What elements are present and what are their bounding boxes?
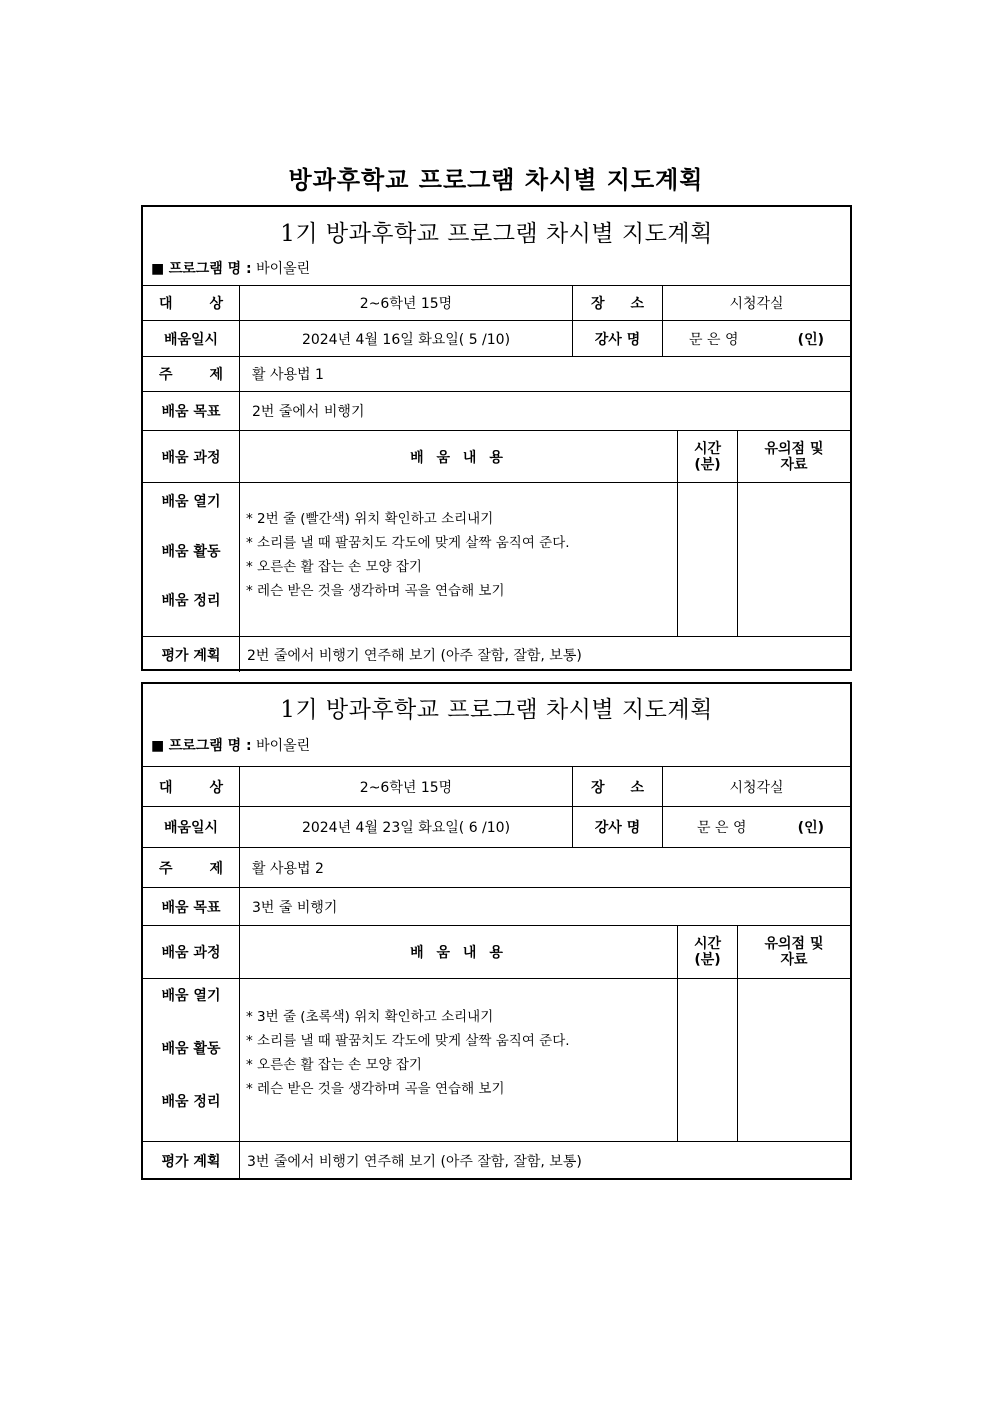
evaluation-value: 3번 줄에서 비행기 연주해 보기 (아주 잘함, 잘함, 보통) [247,1153,582,1170]
topic-label-1: 주 [159,860,173,877]
date-row [143,807,850,848]
time-header-1: 시간 [693,440,722,457]
content-item: * 3번 줄 (초록색) 위치 확인하고 소리내기 [246,1009,494,1025]
step-activity: 배움 활동 [161,1041,221,1057]
goal-row [143,888,850,926]
place-value: 시청각실 [729,296,784,312]
program-name: 바이올린 [256,261,311,277]
goal-label: 배움 목표 [143,888,240,925]
process-body-row [143,483,850,637]
content-item: * 2번 줄 (빨간색) 위치 확인하고 소리내기 [246,511,494,527]
content-item: * 오른손 활 잡는 손 모양 잡기 [246,1057,422,1073]
program-label: 프로그램 명 : [168,738,252,754]
evaluation-value: 2번 줄에서 비행기 연주해 보기 (아주 잘함, 잘함, 보통) [247,647,582,664]
target-label-1: 대 [159,779,173,796]
target-row [143,286,850,321]
note-header-2: 자료 [780,456,808,473]
place-value: 시청각실 [729,779,784,796]
program-name-line [151,258,310,278]
date-value: 2024년 4월 16일 화요일( 5 /10) [240,321,573,356]
square-bullet-icon: ■ [151,261,165,277]
content-header: 배 움 내 용 [240,431,678,482]
process-body-row [143,979,850,1142]
seal-mark: (인) [797,820,824,836]
target-value: 2~6학년 15명 [240,286,573,320]
target-row [143,767,850,807]
instructor-name: 문 은 영 [689,331,739,348]
process-header-row [143,431,850,483]
page-title: 방과후학교 프로그램 차시별 지도계획 [288,165,704,194]
date-value: 2024년 4월 23일 화요일( 6 /10) [240,807,573,847]
target-value: 2~6학년 15명 [240,767,573,806]
note-header-1: 유의점 및 [764,440,824,457]
note-header-2: 자료 [780,952,808,968]
program-label: 프로그램 명 : [168,261,252,277]
note-cell [738,979,850,1141]
note-header-1: 유의점 및 [764,936,824,952]
time-header [678,431,738,482]
time-header-2: (분) [694,456,721,473]
place-label-1: 장 [591,296,605,312]
evaluation-label: 평가 계획 [143,1142,240,1179]
time-header [678,926,738,978]
target-label [143,767,240,806]
target-label [143,286,240,320]
content-item: * 소리를 낼 때 팔꿈치도 각도에 맞게 살짝 움직여 준다. [246,1033,570,1049]
time-header-2: (분) [694,952,721,968]
content-list [240,483,678,636]
instructor-cell [663,321,850,356]
place-label-2: 소 [630,296,644,312]
topic-row [143,357,850,392]
plan-title: 1기 방과후학교 프로그램 차시별 지도계획 [280,221,713,247]
time-cell [678,979,738,1141]
topic-label-2: 제 [209,367,223,383]
plan-header [143,684,850,767]
program-name: 바이올린 [256,738,311,754]
goal-value: 3번 줄 비행기 [252,899,338,916]
note-header [738,926,850,978]
target-label-2: 상 [209,779,223,796]
goal-row [143,392,850,431]
process-label: 배움 과정 [143,926,240,978]
steps-column [143,483,240,636]
topic-value: 활 사용법 2 [252,860,324,877]
evaluation-label: 평가 계획 [143,637,240,672]
instructor-label: 강사 명 [573,321,663,356]
step-open: 배움 열기 [161,494,221,510]
place-label [573,767,663,806]
square-bullet-icon: ■ [151,738,165,754]
topic-label [143,357,240,391]
step-activity: 배움 활동 [161,543,221,560]
content-item: * 레슨 받은 것을 생각하며 곡을 연습해 보기 [246,583,505,599]
target-label-1: 대 [159,296,173,312]
topic-label [143,848,240,887]
plan-header [143,207,850,286]
plan-title: 1기 방과후학교 프로그램 차시별 지도계획 [280,697,713,723]
date-row [143,321,850,357]
topic-label-1: 주 [159,367,173,383]
content-header: 배 움 내 용 [240,926,678,978]
content-item: * 레슨 받은 것을 생각하며 곡을 연습해 보기 [246,1081,505,1097]
time-cell [678,483,738,636]
time-header-1: 시간 [693,936,722,952]
content-item: * 소리를 낼 때 팔꿈치도 각도에 맞게 살짝 움직여 준다. [246,535,570,551]
place-label [573,286,663,320]
instructor-name: 문 은 영 [697,820,747,836]
step-close: 배움 정리 [161,1094,221,1110]
program-name-line [151,735,310,755]
step-close: 배움 정리 [161,593,221,609]
topic-label-2: 제 [209,860,223,877]
seal-mark: (인) [797,331,824,348]
evaluation-row [143,637,850,672]
process-label: 배움 과정 [143,431,240,482]
target-label-2: 상 [209,296,223,312]
date-label: 배움일시 [143,321,240,356]
date-label: 배움일시 [143,807,240,847]
instructor-label: 강사 명 [573,807,663,847]
lesson-plan-2 [141,682,852,1180]
content-list [240,979,678,1141]
note-cell [738,483,850,636]
process-header-row [143,926,850,979]
topic-row [143,848,850,888]
note-header [738,431,850,482]
step-open: 배움 열기 [161,988,221,1004]
goal-label: 배움 목표 [143,392,240,430]
content-item: * 오른손 활 잡는 손 모양 잡기 [246,559,422,575]
goal-value: 2번 줄에서 비행기 [252,404,365,420]
lesson-plan-1 [141,205,852,671]
place-label-1: 장 [591,779,605,796]
topic-value: 활 사용법 1 [252,367,324,383]
evaluation-row [143,1142,850,1179]
steps-column [143,979,240,1141]
instructor-cell [663,807,850,847]
place-label-2: 소 [630,779,644,796]
